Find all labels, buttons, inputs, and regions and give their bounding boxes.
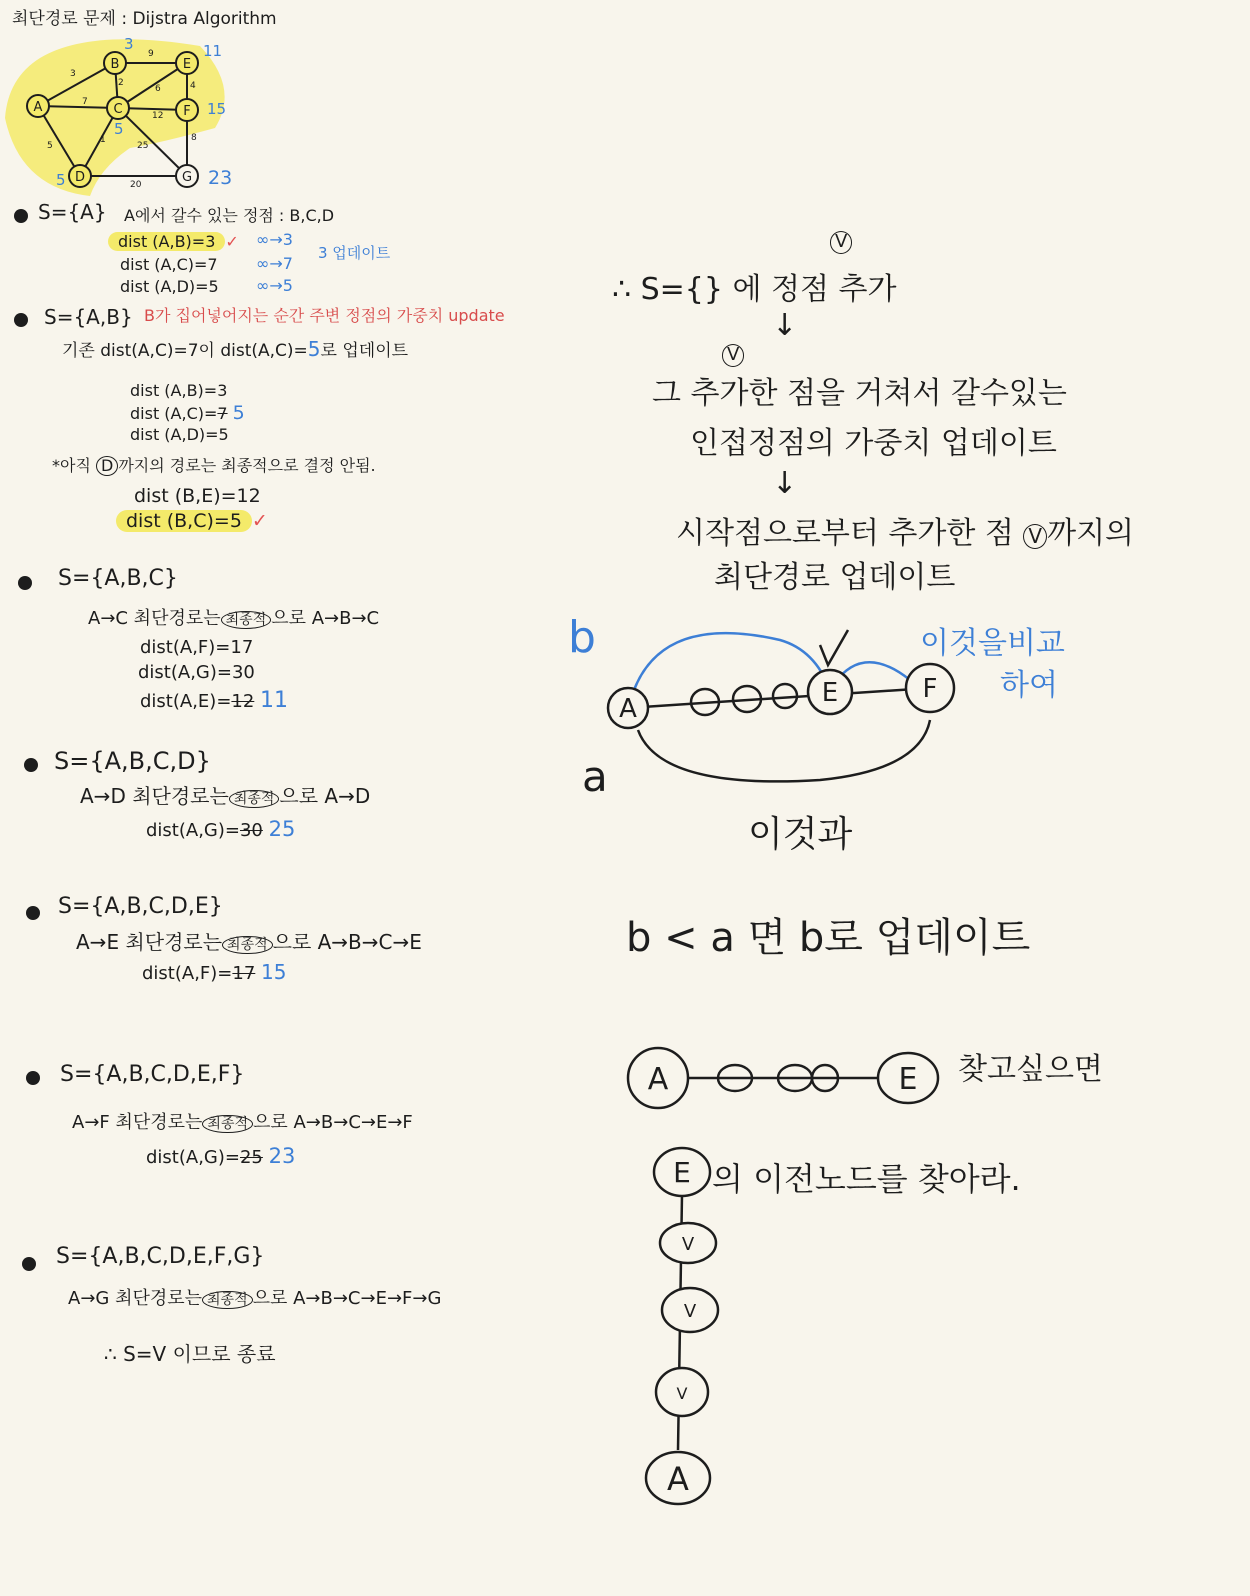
bt-label-v3: V	[676, 1384, 688, 1403]
dist-label-D: 5	[56, 171, 66, 189]
flow-step3c: 최단경로 업데이트	[714, 560, 956, 595]
step3-line1	[88, 604, 379, 630]
path-label-F: F	[922, 674, 938, 704]
label-a: a	[582, 752, 608, 801]
step5-af-new: 15	[261, 960, 287, 984]
flow-step2-v	[722, 344, 744, 367]
step1-update3: ∞→5	[256, 276, 293, 295]
node-label-C: C	[113, 102, 123, 117]
step3-circle: 최종적	[221, 611, 272, 629]
step3-ae-text: dist(A,E)=	[140, 691, 232, 712]
weight-AB: 3	[70, 69, 76, 79]
flow-step2b: 인접정점의 가중치 업데이트	[690, 426, 1057, 461]
flow-arrow2: ↓	[772, 466, 798, 501]
step6-circle: 최종적	[202, 1115, 253, 1133]
step5-af-text: dist(A,F)=	[142, 963, 233, 984]
update-rule: b < a 면 b로 업데이트	[626, 915, 1031, 961]
find-note: 찾고싶으면	[958, 1052, 1103, 1087]
step2-ab: dist (A,B)=3	[130, 381, 228, 400]
step2-ad: dist (A,D)=5	[130, 425, 229, 444]
step6-line1	[72, 1108, 413, 1134]
step5-af-old: 17	[232, 963, 256, 984]
step1-line2: dist (A,C)=7	[120, 255, 218, 274]
dist-label-G: 23	[208, 167, 233, 189]
check-mark: ✓	[225, 232, 239, 251]
step1-desc: A에서 갈수 있는 정점 : B,C,D	[124, 206, 335, 225]
step3-ag: dist(A,G)=30	[138, 662, 255, 683]
path-label-A: A	[619, 694, 637, 724]
bt-label-E-top: E	[898, 1062, 918, 1097]
step6-ag-new: 23	[268, 1144, 296, 1168]
star-note-pre: *아직	[52, 456, 91, 475]
step1-line1	[108, 232, 239, 251]
node-label-B: B	[110, 57, 120, 72]
step6-post: 으로 A→B→C→E→F	[253, 1112, 413, 1133]
step7-post: 으로 A→B→C→E→F→G	[252, 1288, 442, 1309]
step2-line1-new: 5	[307, 337, 321, 361]
step1-set: S={A}	[38, 200, 107, 224]
flow-step3	[676, 508, 1134, 552]
flow-step1-v	[830, 231, 852, 254]
node-label-F: F	[183, 104, 191, 119]
step4-pre: A→D 최단경로는	[80, 784, 229, 808]
step3-ae-old: 12	[231, 691, 255, 712]
step2-ac-text: dist (A,C)=	[130, 404, 218, 423]
step5-line1	[76, 926, 422, 955]
step7-pre: A→G 최단경로는	[68, 1288, 203, 1309]
backtrack-diagram	[620, 1040, 940, 1510]
step5-circle: 최종적	[222, 936, 273, 954]
step7-circle: 최종적	[202, 1291, 253, 1309]
step6-pre: A→F 최단경로는	[72, 1112, 203, 1133]
flow-step3-text: 시작점으로부터 추가한 점	[676, 516, 1014, 551]
step6-ag-text: dist(A,G)=	[146, 1147, 240, 1168]
bullet-step7	[22, 1257, 36, 1271]
step4-ag-new: 25	[268, 817, 296, 841]
step3-pre: A→C 최단경로는	[88, 608, 221, 629]
step4-ag-text: dist(A,G)=	[146, 820, 240, 841]
step5-post: 으로 A→B→C→E	[272, 930, 422, 954]
weight-CG: 25	[137, 141, 149, 151]
dist-label-F: 15	[207, 100, 227, 118]
flow-arrow1: ↓	[772, 308, 798, 343]
dist-label-B: 3	[124, 35, 134, 53]
flow-step3-tail: 까지의	[1047, 516, 1135, 551]
check-mark-2: ✓	[251, 510, 268, 532]
label-b: b	[568, 612, 596, 663]
step4-ag	[146, 817, 295, 841]
bt-label-E: E	[673, 1156, 691, 1189]
node-label-D: D	[74, 170, 86, 185]
step4-line1	[80, 780, 370, 809]
path-label-E: E	[821, 678, 839, 708]
step6-ag	[146, 1144, 295, 1168]
dist-label-C: 5	[114, 120, 124, 138]
step2-line1-text: 기존 dist(A,C)=7이 dist(A,C)=	[62, 341, 308, 361]
step3-ae-new: 11	[260, 688, 289, 713]
bt-label-A-top: A	[647, 1062, 669, 1097]
step3-af: dist(A,F)=17	[140, 637, 254, 658]
compare-note-1: 이것을비교	[920, 626, 1065, 661]
curve-a	[638, 720, 930, 781]
weight-CD: 1	[100, 135, 106, 145]
page-title: 최단경로 문제 : Dijstra Algorithm	[12, 9, 277, 29]
dijkstra-graph	[0, 28, 250, 198]
step6-set: S={A,B,C,D,E,F}	[60, 1062, 245, 1087]
step1-line1-text: dist (A,B)=3	[108, 232, 225, 251]
step2-star-note	[52, 453, 376, 476]
star-note-node: D	[96, 456, 118, 476]
step4-post: 으로 A→D	[279, 784, 371, 808]
step7-set: S={A,B,C,D,E,F,G}	[56, 1244, 265, 1269]
node-label-G: G	[181, 170, 193, 185]
star-note-post: 까지의 경로는 최종적으로 결정 안됨.	[118, 456, 376, 475]
step5-set: S={A,B,C,D,E}	[58, 894, 223, 919]
step5-af	[142, 960, 286, 984]
dist-label-E: 11	[203, 42, 223, 60]
flow-step1: ∴ S={} 에 정점 추가	[612, 272, 897, 307]
step1-update-note: 3 업데이트	[318, 244, 391, 262]
step3-post: 으로 A→B→C	[271, 608, 380, 629]
bullet-step5	[26, 906, 40, 920]
weight-CF: 12	[152, 111, 164, 121]
step4-circle: 최종적	[229, 790, 280, 808]
flow-step1-v-circle: V	[830, 231, 852, 254]
step2-be: dist (B,E)=12	[134, 485, 261, 507]
weight-BC: 2	[118, 78, 124, 88]
weight-DG: 20	[130, 180, 142, 190]
bt-label-v2: V	[683, 1301, 697, 1322]
step6-ag-old: 25	[239, 1147, 263, 1168]
bt-label-A: A	[667, 1460, 689, 1498]
step2-ac	[130, 402, 245, 424]
step2-note: B가 집어넣어지는 순간 주변 정점의 가중치 update	[144, 306, 505, 325]
bullet-step3	[18, 576, 32, 590]
node-label-A: A	[33, 100, 43, 115]
node-label-E: E	[182, 57, 192, 72]
flow-step2a: 그 추가한 점을 거쳐서 갈수있는	[652, 376, 1067, 411]
check-v	[820, 630, 848, 665]
step1-line3: dist (A,D)=5	[120, 277, 219, 296]
step2-line1	[62, 336, 408, 361]
step2-ac-new: 5	[232, 402, 245, 424]
flow-step2-v-circle: V	[722, 344, 744, 367]
weight-BE: 9	[148, 49, 154, 59]
weight-AC: 7	[82, 97, 88, 107]
step2-bc	[116, 510, 268, 532]
step2-bc-text: dist (B,C)=5	[116, 510, 252, 532]
weight-FG: 8	[191, 133, 197, 143]
step1-update1: ∞→3	[256, 230, 293, 249]
prev-node-note: 의 이전노드를 찾아라.	[712, 1160, 1021, 1198]
step1-update2: ∞→7	[256, 254, 293, 273]
bullet-step4	[24, 758, 38, 772]
weight-AD: 5	[47, 141, 53, 151]
weight-CE: 6	[155, 84, 161, 94]
step2-set: S={A,B}	[44, 305, 133, 329]
step7-conclusion: ∴ S=V 이므로 종료	[104, 1342, 276, 1366]
step5-pre: A→E 최단경로는	[76, 930, 223, 954]
bullet-step6	[26, 1071, 40, 1085]
flow-step3-v: V	[1023, 524, 1047, 549]
curve-b-long	[628, 633, 830, 710]
bullet-step2	[14, 313, 28, 327]
weight-EF: 4	[190, 81, 196, 91]
step4-ag-old: 30	[239, 820, 263, 841]
with-this-note: 이것과	[748, 814, 853, 855]
compare-note-2: 하여	[1000, 668, 1058, 703]
bt-label-v1: V	[681, 1234, 695, 1255]
step2-ac-old: 7	[217, 404, 228, 423]
step3-set: S={A,B,C}	[58, 566, 178, 591]
step3-ae	[140, 688, 288, 713]
step4-set: S={A,B,C,D}	[54, 747, 211, 775]
bullet-step1	[14, 209, 28, 223]
step2-line1-tail: 로 업데이트	[320, 341, 409, 361]
step7-line1	[68, 1284, 441, 1310]
